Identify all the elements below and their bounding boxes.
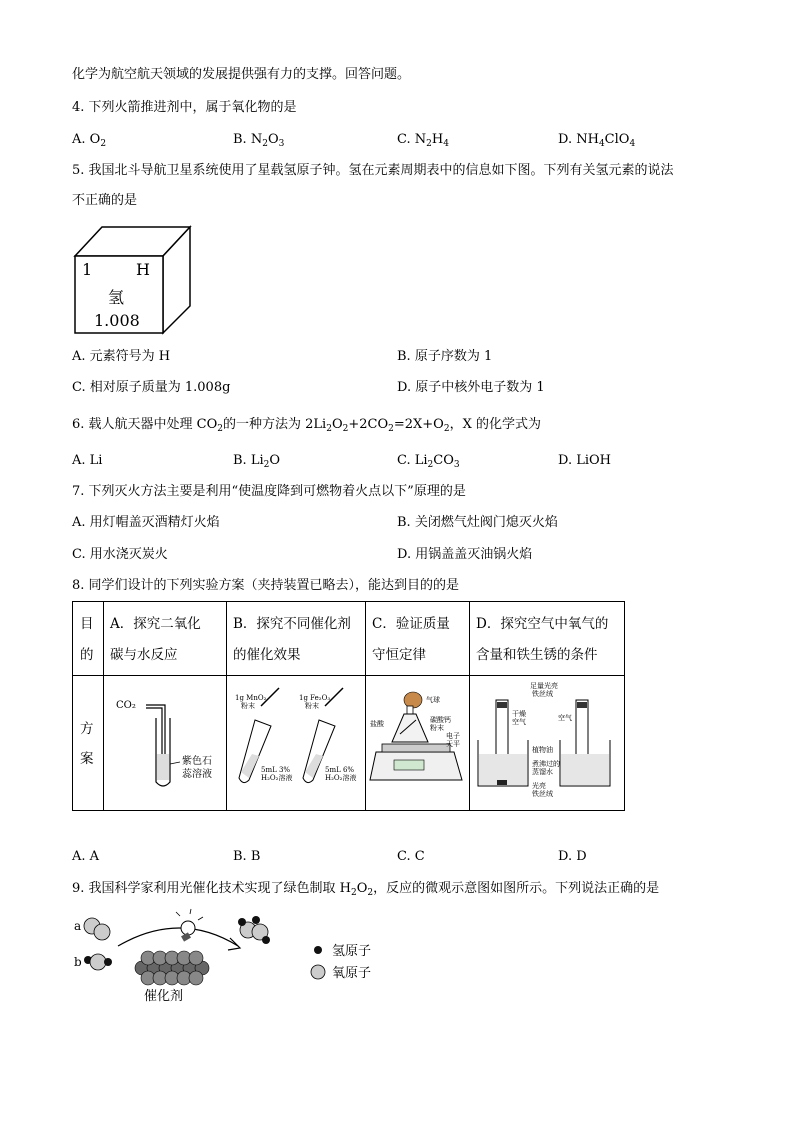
label-iron-wool-2: 铁丝绒	[532, 690, 553, 698]
label-catalyst: 催化剂	[144, 989, 184, 1004]
header-b-line2: 的催化效果	[233, 647, 301, 663]
label-co2: CO₂	[116, 700, 136, 711]
row-label-2: 案	[80, 751, 94, 767]
header-c-line2: 守恒定律	[372, 647, 426, 663]
label-dry-air-1: 干燥	[512, 710, 526, 718]
figure-c-balance	[366, 676, 469, 810]
q8-option-a[interactable]: A. A	[72, 849, 100, 864]
label-powder-1: 粉末	[241, 702, 255, 710]
label-air: 空气	[558, 714, 572, 722]
figure-d-iron-rust	[470, 676, 624, 810]
label-water-1: 煮沸过的	[532, 760, 560, 768]
legend-oxygen: 氧原子	[332, 966, 372, 981]
label-bright-wool-2: 铁丝绒	[532, 790, 553, 798]
intro-text: 化学为航空航天领域的发展提供强有力的支撑。回答问题。	[72, 67, 411, 82]
q6-option-d[interactable]: D. LiOH	[558, 453, 612, 468]
q5-option-b[interactable]: B. 原子序数为 1	[397, 349, 493, 364]
q7-option-c[interactable]: C. 用水浇灭炭火	[72, 547, 168, 562]
q4-option-b[interactable]: B. $N_2O_3$	[233, 132, 285, 149]
label-scale-2: 天平	[446, 740, 460, 748]
q4-option-c[interactable]: C. $N_2H_4$	[397, 132, 449, 149]
label-solution-1b: H₂O₂溶液	[261, 774, 293, 782]
label-acid: 盐酸	[370, 720, 384, 728]
q4-option-a[interactable]: A. $O_2$	[72, 132, 107, 149]
q4-option-d[interactable]: D. $NH_4ClO_4$	[558, 132, 636, 149]
q6-option-a[interactable]: A. Li	[72, 453, 103, 468]
label-powder-2: 粉末	[305, 702, 319, 710]
q8-stem: 8. 同学们设计的下列实验方案（夹持装置已略去），能达到目的的是	[72, 578, 460, 593]
header-a-line1: A．探究二氧化	[110, 616, 201, 632]
q5-option-a[interactable]: A. 元素符号为 H	[72, 349, 171, 364]
q5-option-c[interactable]: C. 相对原子质量为 1.008g	[72, 380, 231, 395]
q5-stem-line1: 5. 我国北斗导航卫星系统使用了星载氢原子钟。氢在元素周期表中的信息如下图。下列有关氢元素的说法	[72, 163, 674, 178]
element-cell-hydrogen	[72, 224, 192, 336]
label-fe2o3: 1g Fe₂O₃	[299, 694, 331, 702]
label-balloon: 气球	[426, 696, 440, 704]
q7-option-a[interactable]: A. 用灯帽盖灭酒精灯火焰	[72, 515, 220, 530]
q7-option-d[interactable]: D. 用锅盖盖灭油锅火焰	[397, 547, 533, 562]
header-c-line1: C．验证质量	[372, 616, 450, 632]
row-label-1: 方	[80, 721, 94, 737]
q8-option-c[interactable]: C. C	[397, 849, 425, 864]
q6-option-c[interactable]: C. $Li_2CO_3$	[397, 453, 460, 470]
q7-option-b[interactable]: B. 关闭燃气灶阀门熄灭火焰	[397, 515, 558, 530]
legend-hydrogen: 氢原子	[332, 944, 372, 959]
q7-stem: 7. 下列灭火方法主要是利用“使温度降到可燃物着火点以下”原理的是	[72, 484, 466, 499]
label-iron-wool-1: 足量光亮	[530, 682, 558, 690]
label-water-2: 蒸馏水	[532, 768, 553, 776]
catalyst-atoms	[135, 951, 209, 985]
header-b-line1: B．探究不同催化剂	[233, 616, 351, 632]
q6-stem: 6. 载人航天器中处理 $CO_2$的一种方法为 $2Li_2O_2+2CO_2=2X+O_2$，X 的化学式为	[72, 417, 541, 434]
q8-option-d[interactable]: D. D	[558, 849, 587, 864]
header-d-line2: 含量和铁生锈的条件	[476, 647, 598, 663]
label-dry-air-2: 空气	[512, 718, 526, 726]
header-a-line2: 碳与水反应	[110, 647, 178, 663]
atomic-number: 1	[82, 260, 93, 279]
label-b: b	[74, 955, 82, 969]
label-solution-2b: H₂O₂溶液	[325, 774, 357, 782]
element-symbol: H	[136, 260, 150, 279]
experiment-table	[72, 601, 625, 811]
label-caco3-1: 碳酸钙	[430, 716, 451, 724]
label-litmus-1: 紫色石	[182, 756, 212, 767]
label-mno2: 1g MnO₂	[235, 694, 267, 702]
element-name: 氢	[108, 288, 125, 307]
label-solution-1a: 5mL 3%	[261, 766, 291, 774]
q6-option-b[interactable]: B. $Li_2O$	[233, 453, 281, 470]
label-litmus-2: 蕊溶液	[182, 769, 212, 780]
figure-a-co2-test-tube	[104, 676, 226, 810]
label-solution-2a: 5mL 6%	[325, 766, 355, 774]
atomic-mass: 1.008	[94, 311, 140, 330]
q9-reaction-diagram	[70, 908, 400, 1008]
figure-b-catalyst-tubes	[227, 676, 365, 810]
header-d-line1: D．探究空气中氧气的	[476, 616, 609, 632]
label-oil: 植物油	[532, 746, 553, 754]
q8-option-b[interactable]: B. B	[233, 849, 261, 864]
label-scale-1: 电子	[446, 732, 460, 740]
label-caco3-2: 粉末	[430, 724, 444, 732]
header-purpose-2: 的	[80, 647, 94, 663]
q4-stem: 4. 下列火箭推进剂中，属于氧化物的是	[72, 100, 297, 115]
q9-stem: 9. 我国科学家利用光催化技术实现了绿色制取 $H_2O_2$，反应的微观示意图如图所示。下列说法正确的是	[72, 881, 660, 898]
q5-option-d[interactable]: D. 原子中核外电子数为 1	[397, 380, 545, 395]
light-bulb-icon	[176, 909, 203, 942]
q5-stem-line2: 不正确的是	[72, 193, 138, 208]
label-bright-wool-1: 光亮	[532, 782, 546, 790]
label-a: a	[74, 919, 82, 933]
header-purpose-1: 目	[80, 616, 94, 632]
